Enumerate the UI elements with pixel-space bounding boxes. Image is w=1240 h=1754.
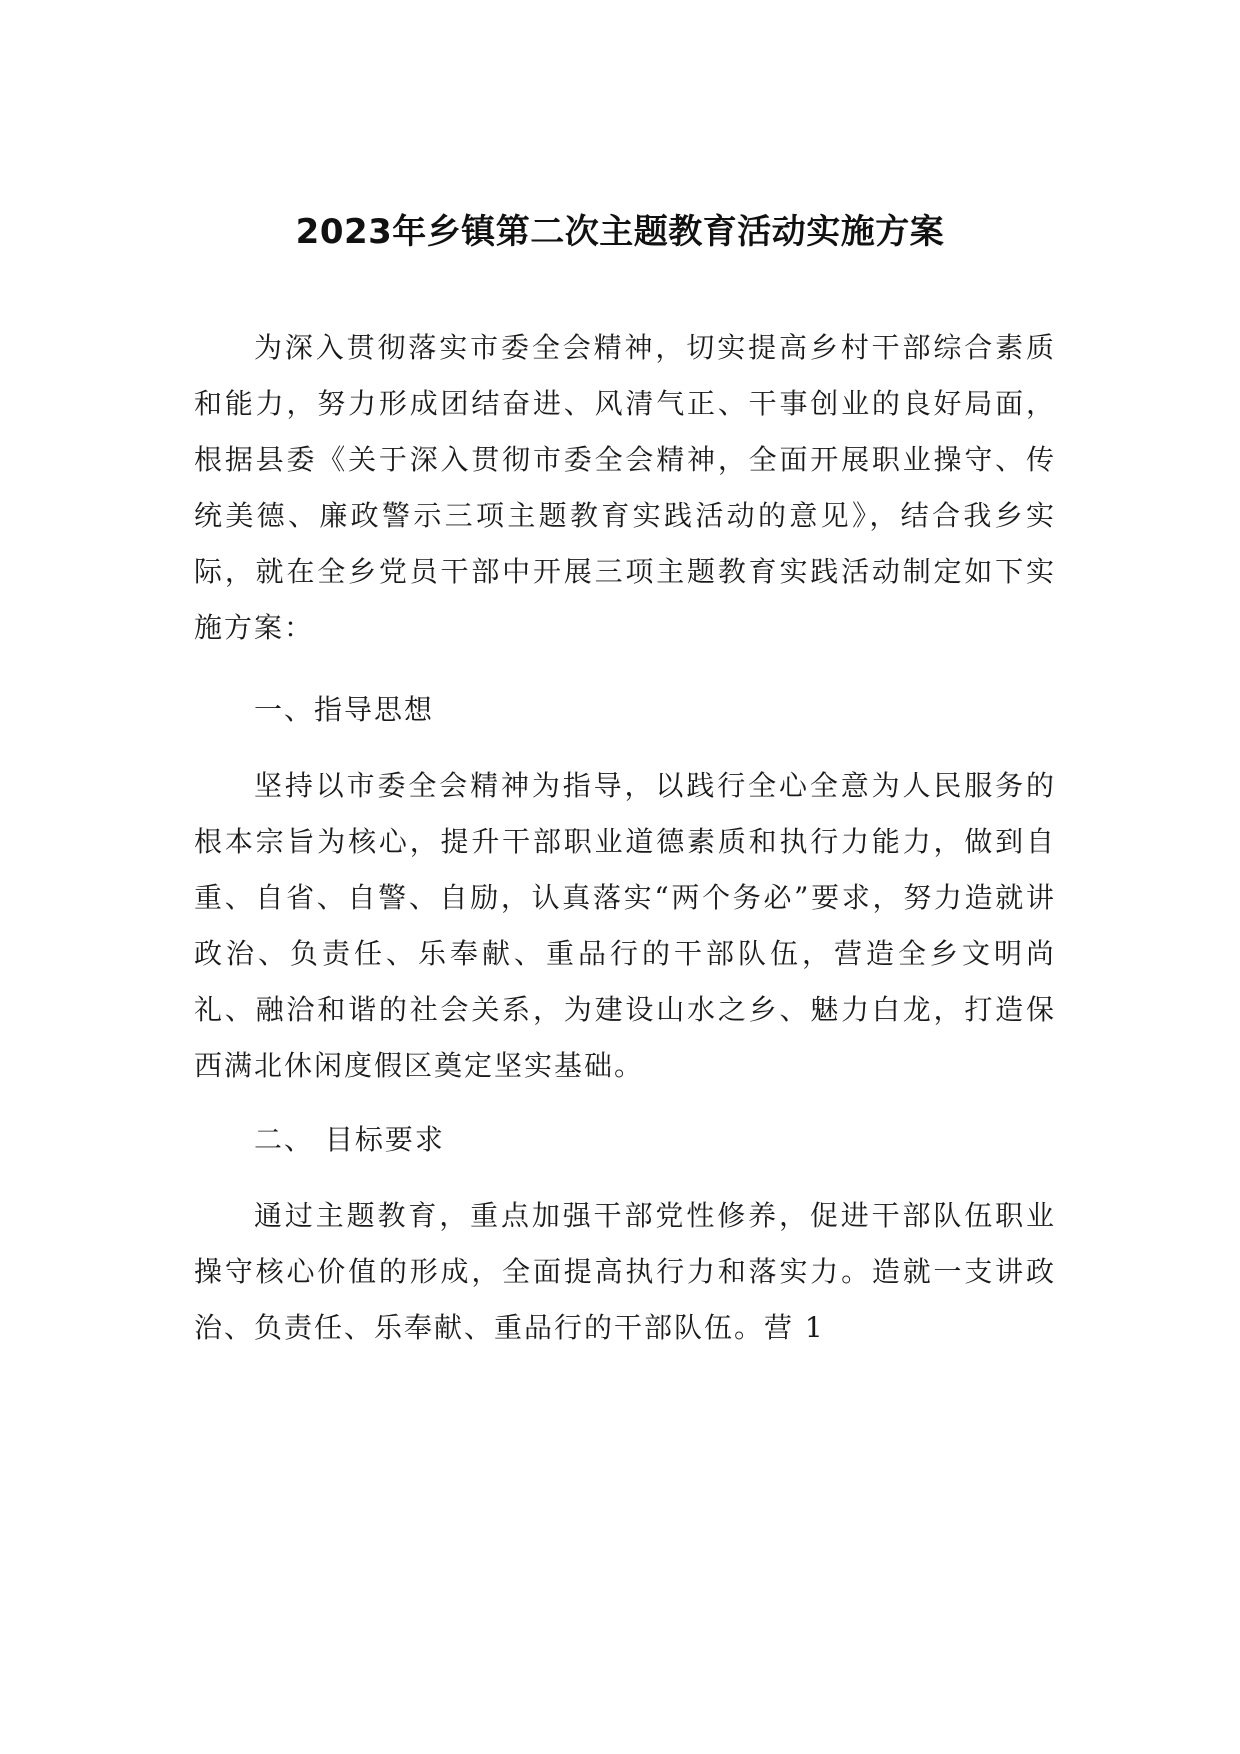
section-paragraph-guiding-ideology: 坚持以市委全会精神为指导，以践行全心全意为人民服务的根本宗旨为核心，提升干部职业道德素质和执行力能力，做到自重、自省、自警、自励，认真落实“两个务必”要求，努力造就讲政治、负责任、乐奉献、重品行的干部队伍，营造全乡文明尚礼、融洽和谐的社会关系，为建设山水之乡、魅力白龙，打造保西满北休闲度假区奠定坚实基础。 bbox=[194, 769, 1056, 1082]
section-paragraph-objectives: 通过主题教育，重点加强干部党性修养，促进干部队伍职业操守核心价值的形成，全面提高执行力和落实力。造就一支讲政治、负责任、乐奉献、重品行的干部队伍。营 1 bbox=[194, 1199, 1056, 1344]
section-heading-guiding-ideology: 一、指导思想 bbox=[254, 693, 435, 726]
section-heading-objectives: 二、 目标要求 bbox=[254, 1123, 445, 1156]
intro-paragraph: 为深入贯彻落实市委全会精神，切实提高乡村干部综合素质和能力，努力形成团结奋进、风清气正、干事创业的良好局面，根据县委《关于深入贯彻市委全会精神，全面开展职业操守、传统美德、廉政警示三项主题教育实践活动的意见》，结合我乡实际，就在全乡党员干部中开展三项主题教育实践活动制定如下实施方案： bbox=[194, 331, 1056, 644]
document-title: 2023年乡镇第二次主题教育活动实施方案 bbox=[295, 212, 945, 252]
